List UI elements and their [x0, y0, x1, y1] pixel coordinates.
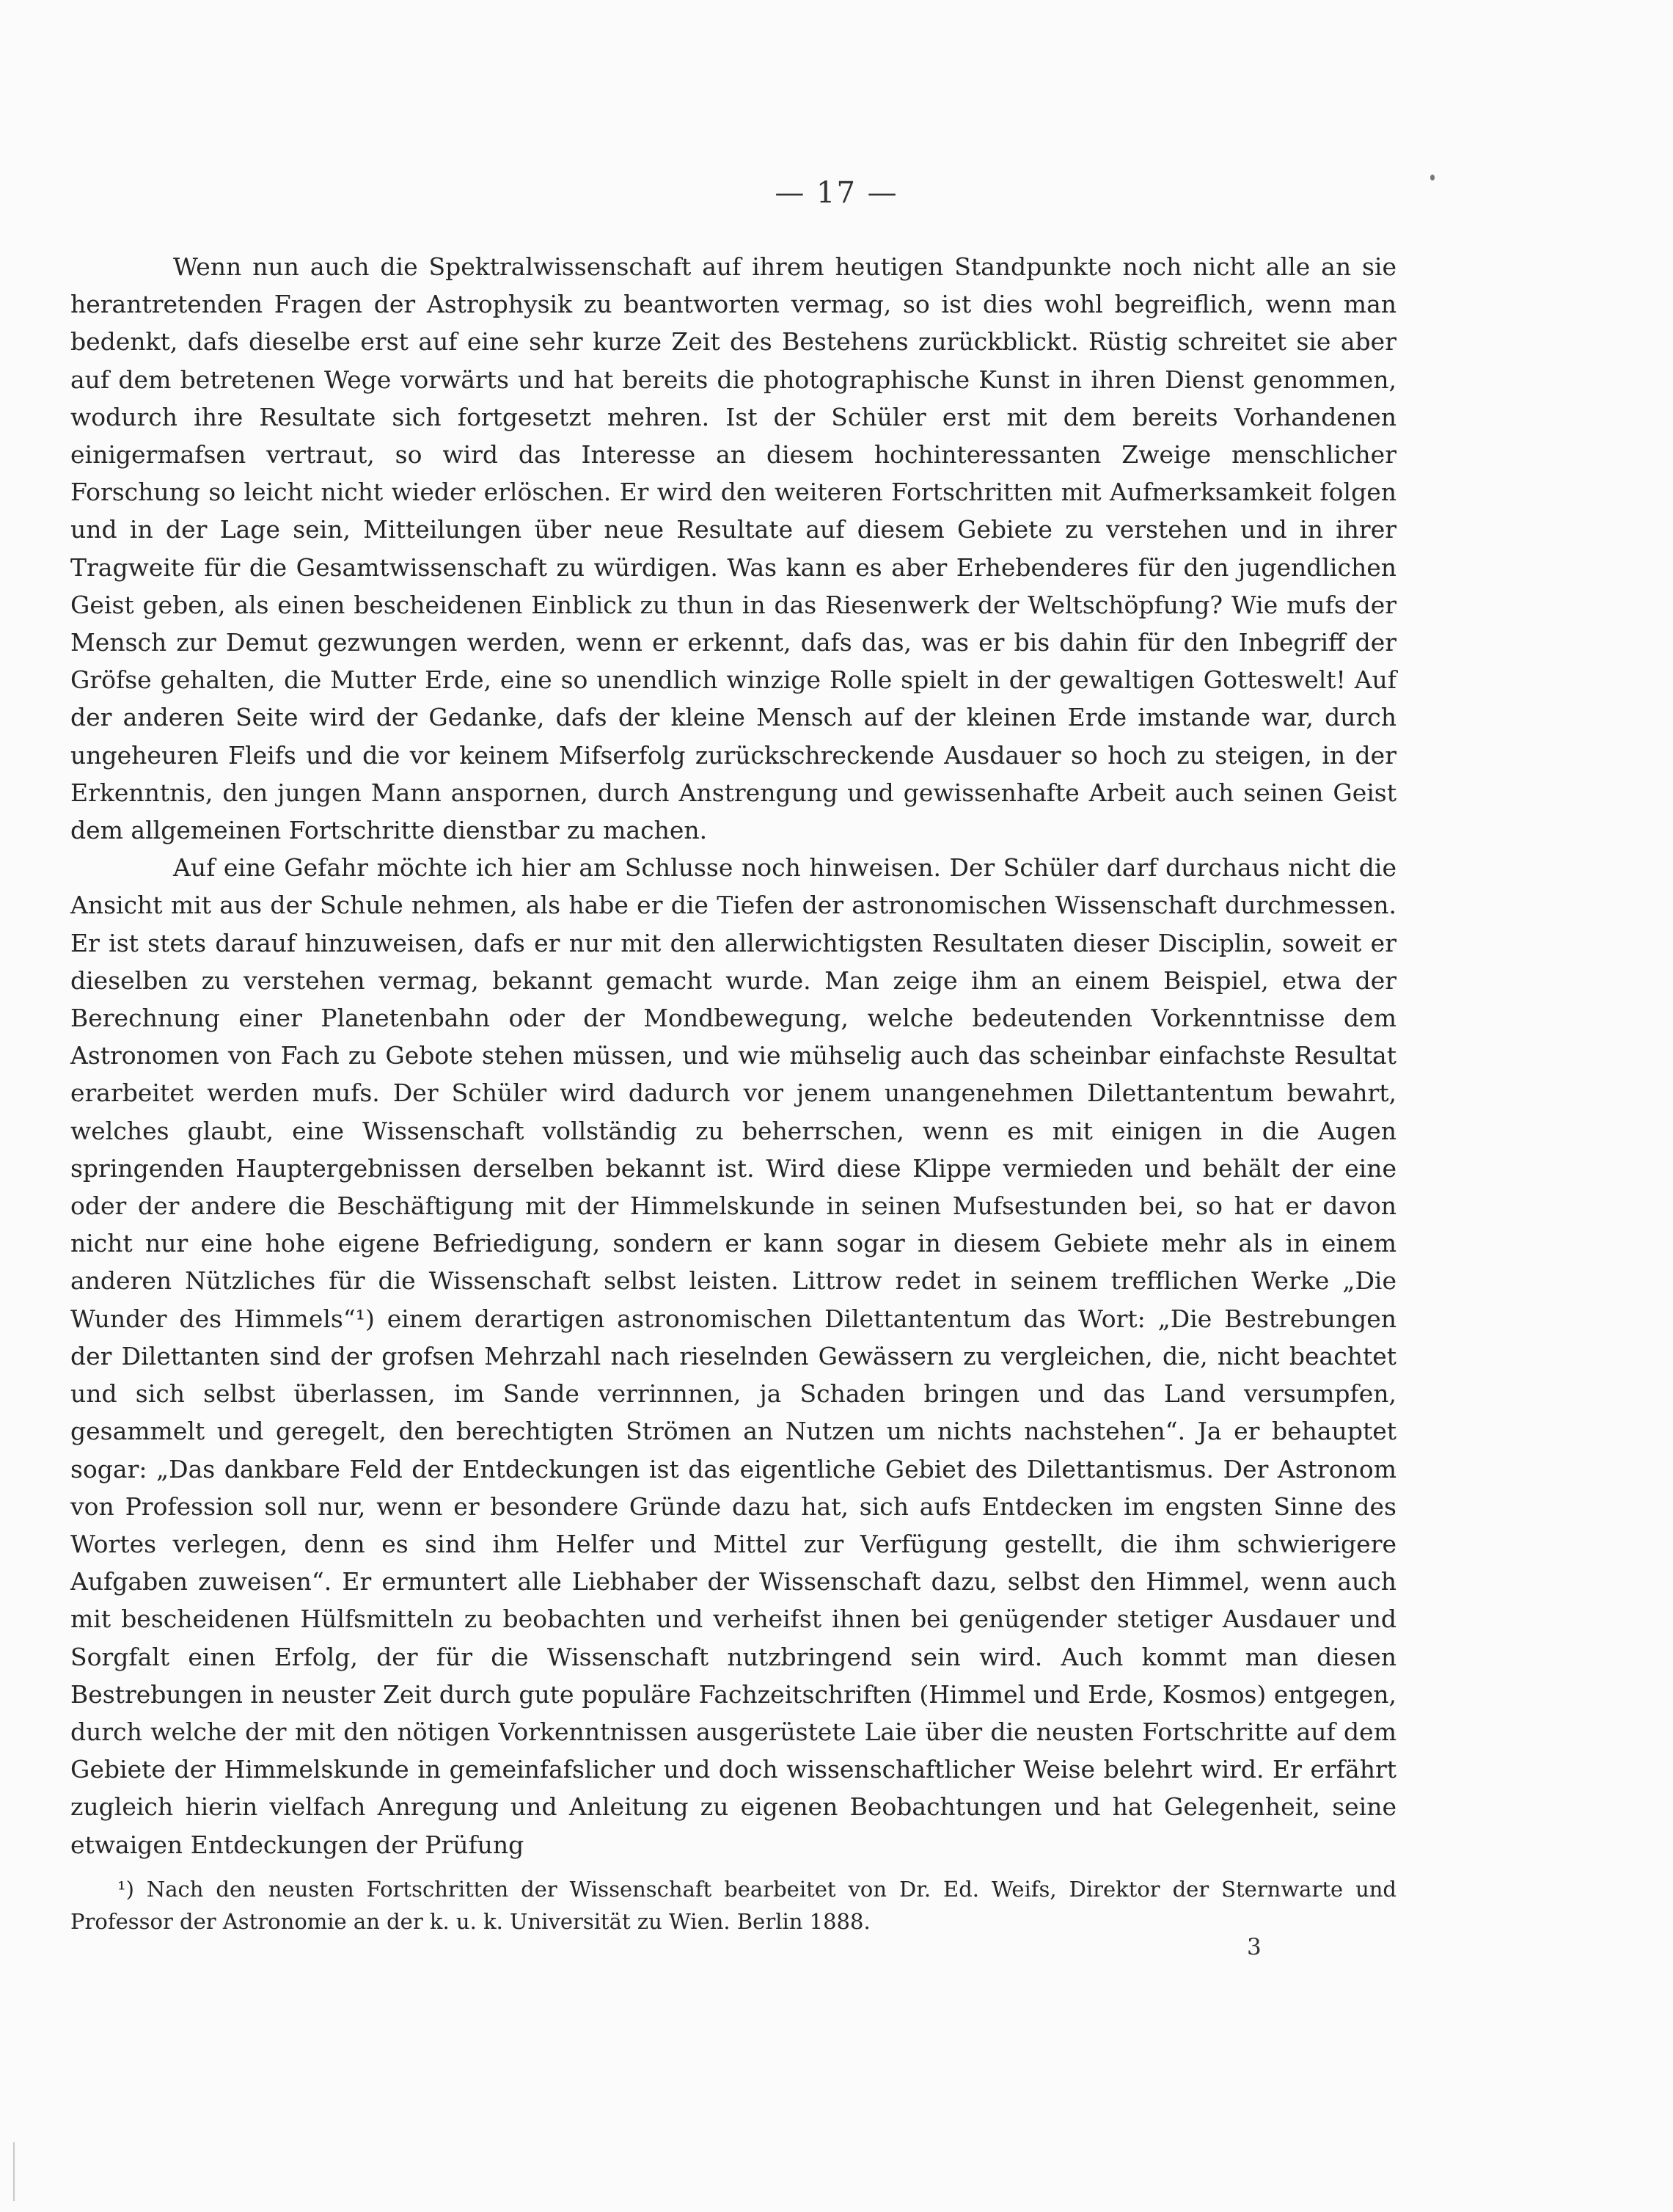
footnote: [70, 1873, 1396, 1938]
paragraph: Auf eine Gefahr möchte ich hier am Schlusse noch hinweisen. Der Schüler darf durchaus nicht die Ansicht mit aus der Schule nehmen, als habe er die Tiefen der astronomischen Wissenschaft durchmessen. Er ist stets darauf hinzuweisen, dafs er nur mit den allerwichtigsten Resultaten dieser Disciplin, soweit er dieselben zu verstehen vermag, bekannt gemacht wurde. Man zeige ihm an einem Beispiel, etwa der Berechnung einer Planetenbahn oder der Mondbewegung, welche bedeutenden Vorkenntnisse dem Astronomen von Fach zu Gebote stehen müssen, und wie mühselig auch das scheinbar einfachste Resultat erarbeitet werden mufs. Der Schüler wird dadurch vor jenem unangenehmen Dilettantentum bewahrt, welches glaubt, eine Wissenschaft vollständig zu beherrschen, wenn es mit einigen in die Augen springenden Hauptergebnissen derselben bekannt ist. Wird diese Klippe vermieden und behält der eine oder der andere die Beschäftigung mit der Himmelskunde in seinen Mufsestunden bei, so hat er davon nicht nur eine hohe eigene Befriedigung, sondern er kann sogar in diesem Gebiete mehr als in einem anderen Nützliches für die Wissenschaft selbst leisten. Littrow redet in seinem trefflichen Werke „Die Wunder des Himmels“¹) einem derartigen astronomischen Dilettantentum das Wort: „Die Bestrebungen der Dilettanten sind der grofsen Mehrzahl nach rieselnden Gewässern zu vergleichen, die, nicht beachtet und sich selbst überlassen, im Sande verrinnnen, ja Schaden bringen und das Land versumpfen, gesammelt und geregelt, den berechtigten Strömen an Nutzen um nichts nachstehen“. Ja er behauptet sogar: „Das dankbare Feld der Entdeckungen ist das eigentliche Gebiet des Dilettantismus. Der Astronom von Profession soll nur, wenn er besondere Gründe dazu hat, sich aufs Entdecken im engsten Sinne des Wortes verlegen, denn es sind ihm Helfer und Mittel zur Verfügung gestellt, die ihm schwierigere Aufgaben zuweisen“. Er ermuntert alle Liebhaber der Wissenschaft dazu, selbst den Himmel, wenn auch mit bescheidenen Hülfsmitteln zu beobachten und verheifst ihnen bei genügender stetiger Ausdauer und Sorgfalt einen Erfolg, der für die Wissenschaft nutzbringend sein wird. Auch kommt man diesen Bestrebungen in neuster Zeit durch gute populäre Fachzeitschriften (Himmel und Erde, Kosmos) entgegen, durch welche der mit den nötigen Vorkenntnissen ausgerüstete Laie über die neusten Fortschritte auf dem Gebiete der Himmelskunde in gemeinfafslicher und doch wissenschaftlicher Weise belehrt wird. Er erfährt zugleich hierin vielfach Anregung und Anleitung zu eigenen Beobachtungen und hat Gelegenheit, seine etwaigen Entdeckungen der Prüfung: [70, 853, 1396, 1859]
footnote-text: ¹) Nach den neusten Fortschritten der Wissenschaft bearbeitet von Dr. Ed. Weifs, Direktor der Sternwarte und Professor der Astronomie an der k. u. k. Universität zu Wien. Berlin 1888.: [70, 1877, 1396, 1934]
page-number: — 17 —: [775, 176, 898, 210]
paragraph: Wenn nun auch die Spektralwissenschaft auf ihrem heutigen Standpunkte noch nicht alle an sie herantretenden Fragen der Astrophysik zu beantworten vermag, so ist dies wohl begreiflich, wenn man bedenkt, dafs dieselbe erst auf eine sehr kurze Zeit des Bestehens zurückblickt. Rüstig schreitet sie aber auf dem betretenen Wege vorwärts und hat bereits die photographische Kunst in ihren Dienst genommen, wodurch ihre Resultate sich fortgesetzt mehren. Ist der Schüler erst mit dem bereits Vorhandenen einigermafsen vertraut, so wird das Interesse an diesem hochinteressanten Zweige menschlicher Forschung so leicht nicht wieder erlöschen. Er wird den weiteren Fortschritten mit Aufmerksamkeit folgen und in der Lage sein, Mitteilungen über neue Resultate auf diesem Gebiete zu verstehen und in ihrer Tragweite für die Gesamtwissenschaft zu würdigen. Was kann es aber Erhebenderes für den jugendlichen Geist geben, als einen bescheidenen Einblick zu thun in das Riesenwerk der Weltschöpfung? Wie mufs der Mensch zur Demut gezwungen werden, wenn er erkennt, dafs das, was er bis dahin für den Inbegriff der Gröfse gehalten, die Mutter Erde, eine so unendlich winzige Rolle spielt in der gewaltigen Gotteswelt! Auf der anderen Seite wird der Gedanke, dafs der kleine Mensch auf der kleinen Erde imstande war, durch ungeheuren Fleifs und die vor keinem Mifserfolg zurückschreckende Ausdauer so hoch zu steigen, in der Erkenntnis, den jungen Mann anspornen, durch Anstrengung und gewissenhafte Arbeit auch seinen Geist dem allgemeinen Fortschritte dienstbar zu machen.: [70, 252, 1396, 845]
page-edge-mark: [13, 2142, 15, 2201]
ink-speck: [1430, 175, 1435, 180]
signature-mark: 3: [1247, 1934, 1262, 1960]
body-text: [70, 248, 1396, 1864]
